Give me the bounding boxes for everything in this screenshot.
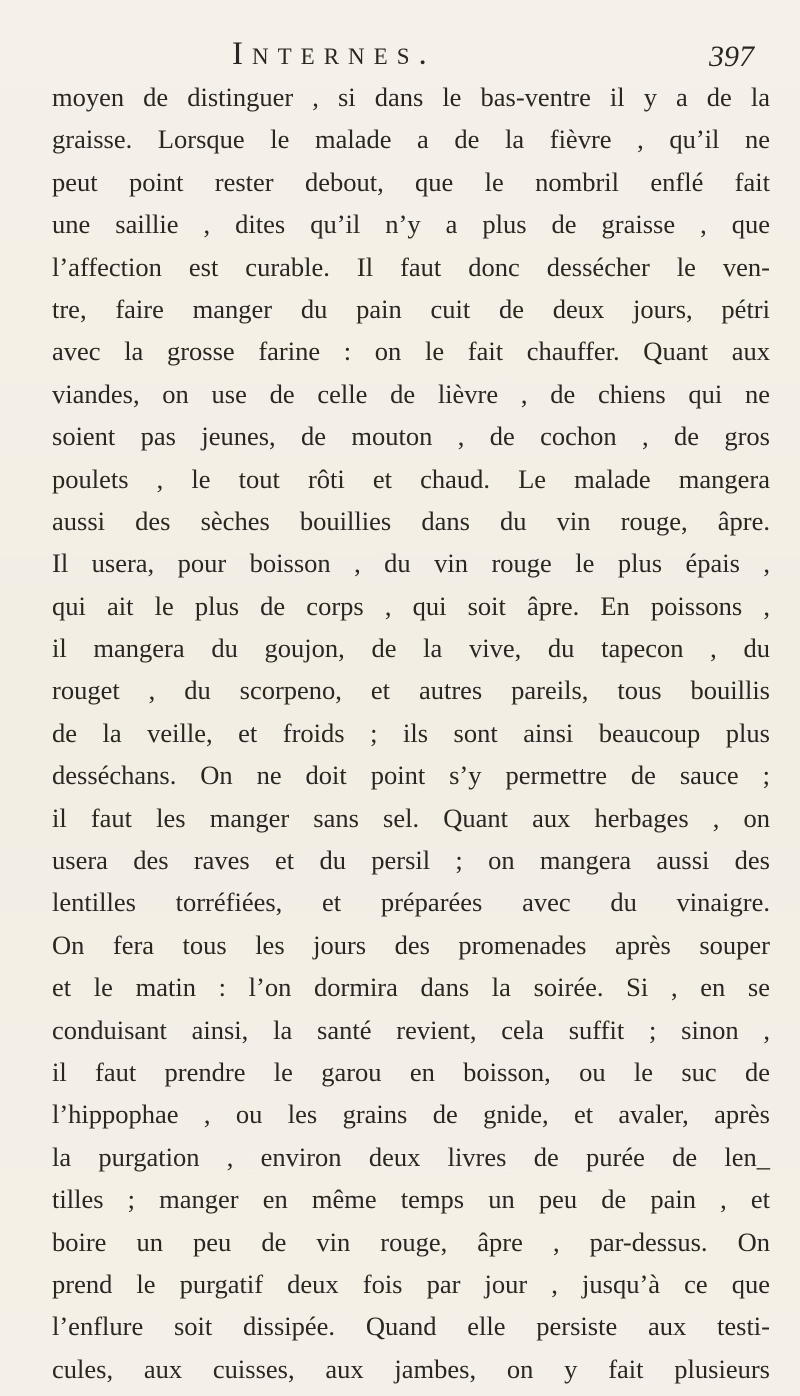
text-line: une saillie , dites qu’il n’y a plus de graisse , que: [52, 209, 770, 240]
text-line: cules, aux cuisses, aux jambes, on y fait plusieurs: [52, 1353, 770, 1384]
text-line: lentilles torréfiées, et préparées avec du vinaigre.: [52, 887, 770, 918]
text-line: usera des raves et du persil ; on mangera aussi des: [52, 845, 770, 876]
text-line: il faut les manger sans sel. Quant aux herbages , on: [52, 802, 770, 833]
text-line: aussi des sèches bouillies dans du vin rouge, âpre.: [52, 505, 770, 536]
text-line: graisse. Lorsque le malade a de la fièvre , qu’il ne: [52, 124, 770, 155]
body-text: [52, 76, 770, 1390]
text-line: l’affection est curable. Il faut donc dessécher le ven-: [52, 251, 770, 282]
text-line: soient pas jeunes, de mouton , de cochon , de gros: [52, 421, 770, 452]
text-line: avec la grosse farine : on le fait chauffer. Quant aux: [52, 336, 770, 367]
text-line: boire un peu de vin rouge, âpre , par-dessus. On: [52, 1226, 770, 1257]
text-line: il faut prendre le garou en boisson, ou le suc de: [52, 1056, 770, 1087]
text-line: de la veille, et froids ; ils sont ainsi beaucoup plus: [52, 717, 770, 748]
page-header: [0, 36, 800, 76]
page-number: 397: [709, 40, 754, 73]
text-line: viandes, on use de celle de lièvre , de chiens qui ne: [52, 378, 770, 409]
text-line: il mangera du goujon, de la vive, du tapecon , du: [52, 633, 770, 664]
text-line: moyen de distinguer , si dans le bas-ventre il y a de la: [52, 82, 770, 112]
text-line: rouget , du scorpeno, et autres pareils, tous bouillis: [52, 675, 770, 706]
text-line: desséchans. On ne doit point s’y permettre de sauce ;: [52, 760, 770, 791]
text-line: et le matin : l’on dormira dans la soirée. Si , en se: [52, 972, 770, 1003]
text-line: qui ait le plus de corps , qui soit âpre. En poissons ,: [52, 590, 770, 621]
running-head: Internes.: [232, 36, 436, 72]
text-line: peut point rester debout, que le nombril enflé fait: [52, 166, 770, 197]
text-line: prend le purgatif deux fois par jour , jusqu’à ce que: [52, 1268, 770, 1299]
text-line: l’hippophae , ou les grains de gnide, et avaler, après: [52, 1099, 770, 1130]
text-line: Il usera, pour boisson , du vin rouge le plus épais ,: [52, 548, 770, 579]
text-line: On fera tous les jours des promenades après souper: [52, 929, 770, 960]
text-line: tilles ; manger en même temps un peu de pain , et: [52, 1184, 770, 1215]
text-line: la purgation , environ deux livres de purée de len_: [52, 1141, 770, 1172]
text-line: conduisant ainsi, la santé revient, cela suffit ; sinon ,: [52, 1014, 770, 1045]
text-line: poulets , le tout rôti et chaud. Le malade mangera: [52, 463, 770, 494]
text-line: l’enflure soit dissipée. Quand elle persiste aux testi-: [52, 1311, 770, 1342]
text-line: tre, faire manger du pain cuit de deux jours, pétri: [52, 293, 770, 324]
